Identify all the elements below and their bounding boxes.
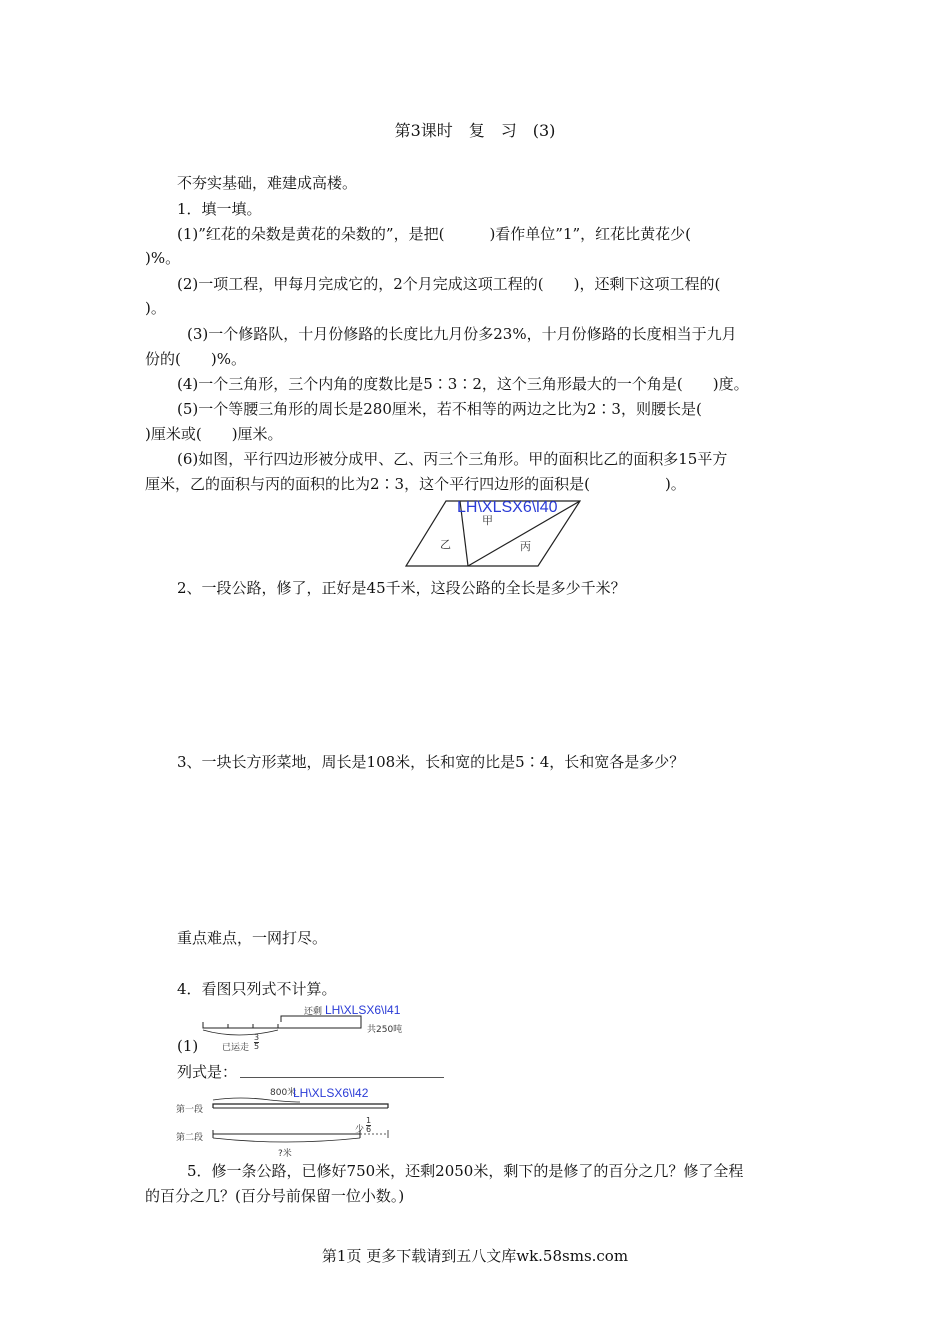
page-title: 第3课时 复 习 (3): [394, 121, 556, 140]
section-heading-key-points: 重点难点，一网打尽。: [177, 929, 328, 947]
fraction-three-fifths: 3 5: [254, 1033, 260, 1051]
question-1-2-line-1: (2)一项工程，甲每月完成它的，2个月完成这项工程的( )，还剩下这项工程的(: [177, 275, 721, 293]
question-1-1-line-2: )%。: [145, 249, 181, 267]
road-segments-diagram: [210, 1094, 400, 1156]
question-1-5-line-1: (5)一个等腰三角形的周长是280厘米，若不相等的两边之比为2∶3，则腰长是(: [177, 400, 702, 418]
question-4-1-label: (1): [177, 1037, 199, 1055]
fraction-one-sixth: 1 6: [366, 1116, 372, 1134]
shipped-label: 已运走: [222, 1043, 250, 1053]
label-yi: 乙: [440, 538, 451, 551]
question-1-3-line-2: 份的( )%。: [145, 350, 246, 368]
question-1-2-line-2: )。: [145, 299, 166, 317]
question-1-5-line-2: )厘米或( )厘米。: [145, 425, 283, 443]
less-label: 少: [355, 1125, 365, 1135]
question-1-6-line-2: 厘米，乙的面积与丙的面积的比为2∶3，这个平行四边形的面积是( )。: [145, 475, 686, 493]
figure-code-l42: LH\XLSX6\l42: [293, 1086, 369, 1100]
question-5-line-1: 5．修一条公路，已修好750米，还剩2050米，剩下的是修了的百分之几？修了全程: [187, 1162, 744, 1180]
question-1-6-line-1: (6)如图，平行四边形被分成甲、乙、丙三个三角形。甲的面积比乙的面积多15平方: [177, 450, 728, 468]
section-heading-basics: 不夯实基础，难建成高楼。: [177, 174, 358, 192]
page-footer: 第1页 更多下载请到五八文库wk.58sms.com: [321, 1247, 629, 1265]
formula-answer-line: [240, 1077, 444, 1078]
question-1-4: (4)一个三角形，三个内角的度数比是5∶3∶2，这个三角形最大的一个角是( )度。: [177, 375, 749, 393]
question-5-line-2: 的百分之几？(百分号前保留一位小数。): [145, 1187, 405, 1205]
question-1-3-line-1: (3)一个修路队，十月份修路的长度比九月份多23%，十月份修路的长度相当于九月: [187, 325, 737, 343]
label-bing: 丙: [520, 540, 531, 553]
remaining-label: 还剩: [304, 1007, 323, 1017]
question-1-heading: 1．填一填。: [177, 200, 262, 218]
unknown-length-label: ?米: [278, 1149, 292, 1159]
length-800m-label: 800米: [270, 1088, 297, 1098]
question-4-heading: 4．看图只列式不计算。: [177, 980, 337, 998]
figure-code-l41: LH\XLSX6\l41: [325, 1003, 401, 1017]
figure-code-l40: LH\XLSX6\l40: [457, 499, 558, 516]
question-2: 2、一段公路，修了，正好是45千米，这段公路的全长是多少千米？: [177, 579, 626, 597]
question-3: 3、一块长方形菜地，周长是108米，长和宽的比是5∶4，长和宽各是多少？: [177, 753, 685, 771]
formula-label: 列式是：: [177, 1063, 238, 1081]
segment-two-label: 第二段: [176, 1133, 204, 1143]
total-label: 共250吨: [367, 1025, 403, 1035]
segment-one-label: 第一段: [176, 1105, 204, 1115]
label-jia: 甲: [482, 514, 493, 527]
question-1-1-line-1: (1)”红花的朵数是黄花的朵数的”，是把( )看作单位”1”，红花比黄花少(: [177, 225, 692, 243]
